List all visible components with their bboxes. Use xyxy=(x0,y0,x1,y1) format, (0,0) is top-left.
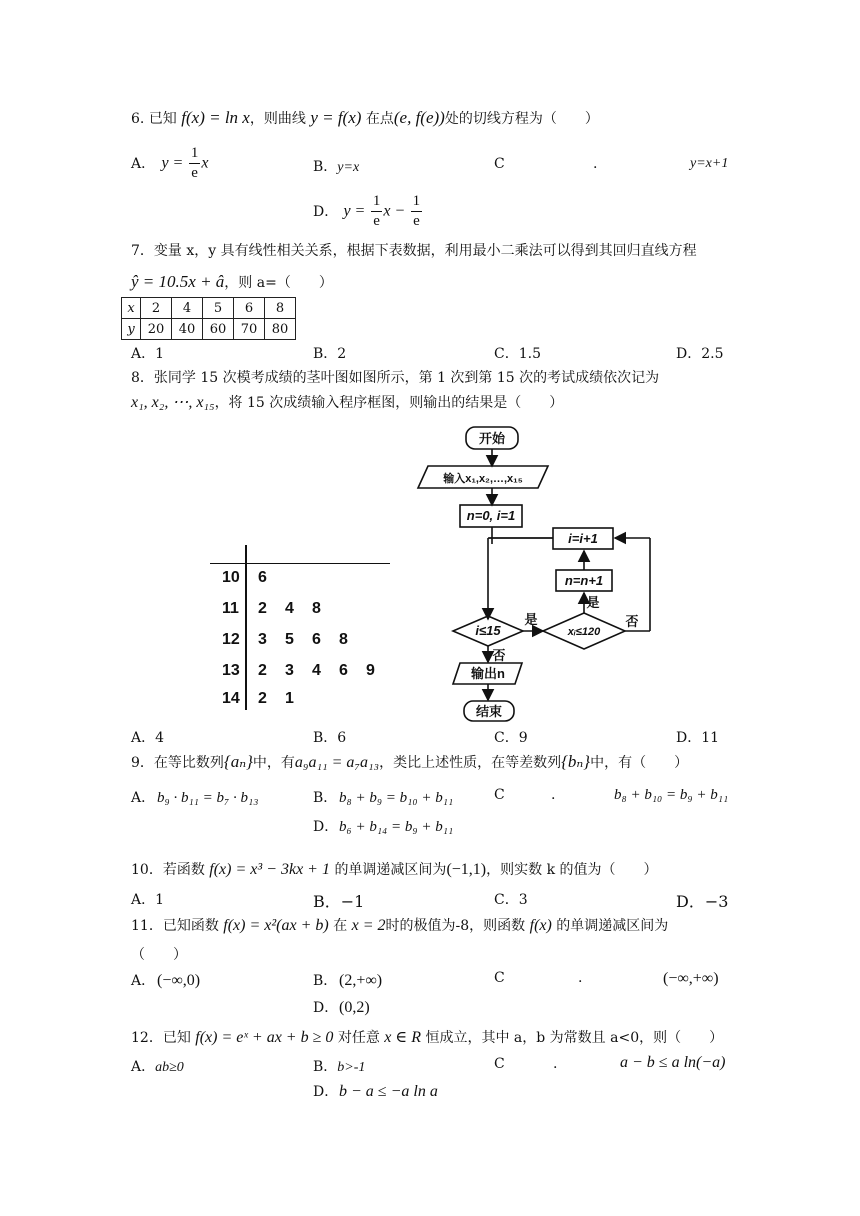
q8-option-b: B．6 xyxy=(313,730,347,746)
q10-option-c: C．3 xyxy=(494,892,528,908)
stem-value: 10 xyxy=(222,569,240,586)
option-expr: b₉ · b₁₁ = b₇ · b₁₃ xyxy=(157,790,259,806)
q7-option-c: C．1.5 xyxy=(494,346,541,362)
option-label: D． xyxy=(313,1084,339,1100)
q7-line-2 xyxy=(131,272,333,292)
q11-xeq: x = 2 xyxy=(351,917,386,934)
q8-option-d: D．11 xyxy=(676,730,720,746)
leaf-value: 2 xyxy=(258,600,267,617)
option-label: D． xyxy=(313,1000,339,1016)
leaf-value: 4 xyxy=(285,600,294,617)
leaf-value: 3 xyxy=(285,662,294,679)
leaf-value: 6 xyxy=(339,662,348,679)
q10-option-a: A．1 xyxy=(131,892,165,908)
option-label: A． xyxy=(131,1059,156,1075)
flowchart xyxy=(410,420,660,725)
q11-text-b: 在 xyxy=(333,918,348,934)
flow-yes-2-label: 是 xyxy=(586,595,600,610)
q11-option-c-dot: . xyxy=(578,970,583,986)
q10-text-c: ，则实数 k 的值为（ ） xyxy=(486,862,658,878)
fraction-denominator: e xyxy=(373,213,380,229)
leaf-value: 2 xyxy=(258,662,267,679)
leaf-value: 6 xyxy=(258,569,267,586)
q12-text-a: 12．已知 xyxy=(131,1030,191,1046)
q7-regression-expr: ŷ = 10.5x + â xyxy=(131,272,225,291)
q10-text-a: 10．若函数 xyxy=(131,862,205,878)
option-label: B． xyxy=(313,790,338,806)
q7-data-table xyxy=(121,297,296,340)
stem-row xyxy=(222,631,240,649)
q6-option-c-label: C xyxy=(494,156,505,172)
q6-text-b: ，则曲线 xyxy=(249,111,306,127)
leaf-row xyxy=(258,662,393,680)
table-cell: 8 xyxy=(265,298,296,319)
table-row xyxy=(122,319,296,340)
leaf-value: 9 xyxy=(366,662,375,679)
flow-end-label: 结束 xyxy=(475,704,503,719)
option-expr-lead: y = xyxy=(161,154,184,172)
q6-number: 6. xyxy=(131,111,145,127)
q11-option-a xyxy=(131,970,200,990)
option-label: B． xyxy=(313,159,338,175)
fraction-numerator: 1 xyxy=(411,194,423,212)
option-label: D． xyxy=(313,819,339,835)
leaf-value: 8 xyxy=(339,631,348,648)
table-row xyxy=(122,298,296,319)
table-cell: 60 xyxy=(203,319,234,340)
table-cell: 40 xyxy=(172,319,203,340)
q6-point: (e, f(e)) xyxy=(393,108,445,127)
q11-text-c: 时的极值为-8，则函数 xyxy=(385,918,526,934)
flow-init-label: n=0, i=1 xyxy=(466,508,516,523)
q12-text-b: 对任意 xyxy=(337,1030,380,1046)
q6-text-d: 处的切线方程为（ ） xyxy=(444,111,599,127)
q11-option-c-expr: (−∞,+∞) xyxy=(663,970,719,987)
q11-option-b xyxy=(313,970,382,990)
q11-option-d xyxy=(313,997,370,1017)
stem-divider-vertical xyxy=(245,545,247,710)
fraction-denominator: e xyxy=(413,213,420,229)
flow-no-2-label: 否 xyxy=(625,614,639,629)
table-cell: 70 xyxy=(234,319,265,340)
q6-curve: y = f(x) xyxy=(310,108,362,127)
q9-option-c-expr: b₈ + b₁₀ = b₉ + b₁₁ xyxy=(614,787,729,803)
option-expr-tail: x xyxy=(201,154,209,172)
q8-line-2 xyxy=(131,392,563,412)
flow-input-label: 输入x₁,x₂,…,x₁₅ xyxy=(443,473,523,485)
q9-text-d: 中，有（ ） xyxy=(590,755,689,771)
table-cell: 80 xyxy=(265,319,296,340)
q9-relation: a₉a₁₁ = a₇a₁₃ xyxy=(294,754,380,771)
table-cell: 6 xyxy=(234,298,265,319)
q6-option-c-expr: y=x+1 xyxy=(690,156,729,171)
q8-option-c: C．9 xyxy=(494,730,528,746)
stem-row xyxy=(222,569,240,587)
option-expr: b − a ≤ −a ln a xyxy=(339,1083,438,1100)
question-12 xyxy=(131,1027,723,1047)
q12-option-d xyxy=(313,1081,438,1101)
option-expr: y=x xyxy=(337,160,360,175)
q9-option-a xyxy=(131,787,258,807)
q7-option-d: D．2.5 xyxy=(676,346,724,362)
option-label: A． xyxy=(131,973,156,989)
q7-option-a: A．1 xyxy=(131,346,165,362)
q9-option-b xyxy=(313,787,453,807)
q8-line-1: 8．张同学 15 次模考成绩的茎叶图如图所示，第 1 次到第 15 次的考试成绩依次记为 xyxy=(131,370,660,386)
q12-cond: x ∈ R xyxy=(384,1029,421,1046)
q6-fx: f(x) = ln x xyxy=(181,108,250,127)
option-expr: b₆ + b₁₄ = b₉ + b₁₁ xyxy=(339,819,454,835)
option-label: B． xyxy=(313,1059,338,1075)
q11-option-c-label: C xyxy=(494,970,505,986)
flow-cond-i-label: i≤15 xyxy=(475,623,501,638)
question-10 xyxy=(131,859,658,879)
leaf-row xyxy=(258,600,339,618)
flow-incr-i-label: i=i+1 xyxy=(568,531,598,546)
stem-row xyxy=(222,690,240,708)
q10-fx: f(x) = x³ − 3kx + 1 xyxy=(209,861,330,878)
question-6 xyxy=(131,108,599,128)
q8-line-2-tail: ，将 15 次成绩输入程序框图，则输出的结果是（ ） xyxy=(214,395,564,411)
stem-value: 12 xyxy=(222,631,240,648)
stem-divider-horizontal xyxy=(210,563,390,564)
q9-option-d xyxy=(313,816,453,836)
leaf-value: 1 xyxy=(285,690,294,707)
q12-option-b xyxy=(313,1056,365,1076)
q6-option-d xyxy=(313,194,423,229)
flow-cond-x-label: xᵢ≤120 xyxy=(567,626,601,638)
q9-option-c-dot: . xyxy=(551,787,556,803)
flow-yes-1-label: 是 xyxy=(524,612,538,627)
stem-value: 14 xyxy=(222,690,240,707)
q9-seq-b: {bₙ} xyxy=(561,752,591,771)
fraction-numerator: 1 xyxy=(189,146,201,164)
q12-option-c-expr: a − b ≤ a ln(−a) xyxy=(620,1054,726,1071)
option-expr: b₈ + b₉ = b₁₀ + b₁₁ xyxy=(339,790,454,806)
option-expr: (0,2) xyxy=(339,999,370,1016)
q6-text-a: 已知 xyxy=(148,111,177,127)
option-label: A． xyxy=(131,790,156,806)
table-cell: x xyxy=(122,298,141,319)
q12-fx: f(x) = eˣ + ax + b ≥ 0 xyxy=(195,1029,334,1046)
q6-option-c-dot: . xyxy=(593,156,598,172)
leaf-value: 6 xyxy=(312,631,321,648)
leaf-row xyxy=(258,690,312,708)
q7-line-2-tail: ，则 a=（ ） xyxy=(224,275,333,291)
option-label: B． xyxy=(313,973,338,989)
option-expr: ab≥0 xyxy=(155,1060,184,1075)
question-9 xyxy=(131,752,688,772)
q12-option-a xyxy=(131,1056,184,1076)
flow-incr-n-label: n=n+1 xyxy=(564,573,604,588)
stem-value: 11 xyxy=(222,600,239,617)
q10-text-b: 的单调递减区间为 xyxy=(334,862,447,878)
q11-line-2: （ ） xyxy=(131,947,187,963)
q6-option-a xyxy=(131,146,208,181)
question-11 xyxy=(131,915,668,935)
q9-option-c-label: C xyxy=(494,787,505,803)
q9-text-c: ，类比上述性质，在等差数列 xyxy=(379,755,562,771)
leaf-value: 3 xyxy=(258,631,267,648)
fraction-1 xyxy=(371,194,383,229)
q8-sequence-expr: x₁, x₂, ⋯, x₁₅ xyxy=(131,394,215,411)
q11-fx: f(x) = x²(ax + b) xyxy=(223,917,329,934)
stem-row xyxy=(222,662,240,680)
stem-row xyxy=(222,600,239,618)
q11-fx2: f(x) xyxy=(529,917,552,934)
flow-output-label: 输出n xyxy=(471,666,505,681)
leaf-row xyxy=(258,569,267,587)
q10-option-d: D．−3 xyxy=(676,892,729,911)
stem-leaf-plot xyxy=(210,545,390,715)
q12-option-c-dot: . xyxy=(553,1056,558,1072)
q6-text-c: 在点 xyxy=(365,111,394,127)
leaf-value: 5 xyxy=(285,631,294,648)
leaf-value: 8 xyxy=(312,600,321,617)
fraction-denominator: e xyxy=(191,165,198,181)
stem-value: 13 xyxy=(222,662,240,679)
flow-start-label: 开始 xyxy=(478,431,506,446)
q10-option-b: B．−1 xyxy=(313,892,365,911)
fraction xyxy=(189,146,201,181)
q9-text-a: 9．在等比数列 xyxy=(131,755,224,771)
q12-text-c: 恒成立，其中 a，b 为常数且 a<0，则（ ） xyxy=(425,1030,724,1046)
option-expr: (−∞,0) xyxy=(157,972,201,989)
table-cell: 2 xyxy=(141,298,172,319)
fraction-2 xyxy=(411,194,423,229)
q8-option-a: A．4 xyxy=(131,730,165,746)
q7-option-b: B．2 xyxy=(313,346,347,362)
q10-interval: (−1,1) xyxy=(446,861,487,878)
fraction-numerator: 1 xyxy=(371,194,383,212)
table-cell: 4 xyxy=(172,298,203,319)
q11-text-a: 11．已知函数 xyxy=(131,918,219,934)
option-label: D． xyxy=(313,203,339,220)
table-cell: 20 xyxy=(141,319,172,340)
option-expr-mid: x − xyxy=(383,202,406,220)
table-cell: 5 xyxy=(203,298,234,319)
q7-line-1: 7．变量 x，y 具有线性相关关系，根据下表数据，利用最小二乘法可以得到其回归直线方程 xyxy=(131,243,697,259)
option-label: A． xyxy=(131,155,156,172)
table-cell: y xyxy=(122,319,141,340)
option-expr: (2,+∞) xyxy=(339,972,383,989)
q6-option-b xyxy=(313,156,359,176)
flow-no-1-label: 否 xyxy=(492,648,506,663)
q12-option-c-label: C xyxy=(494,1056,505,1072)
option-expr-lead: y = xyxy=(343,202,366,220)
leaf-value: 2 xyxy=(258,690,267,707)
option-expr: b>-1 xyxy=(337,1060,366,1075)
leaf-row xyxy=(258,631,366,649)
q9-seq-a: {aₙ} xyxy=(223,752,253,771)
q9-text-b: 中，有 xyxy=(252,755,295,771)
q11-text-d: 的单调递减区间为 xyxy=(556,918,669,934)
leaf-value: 4 xyxy=(312,662,321,679)
